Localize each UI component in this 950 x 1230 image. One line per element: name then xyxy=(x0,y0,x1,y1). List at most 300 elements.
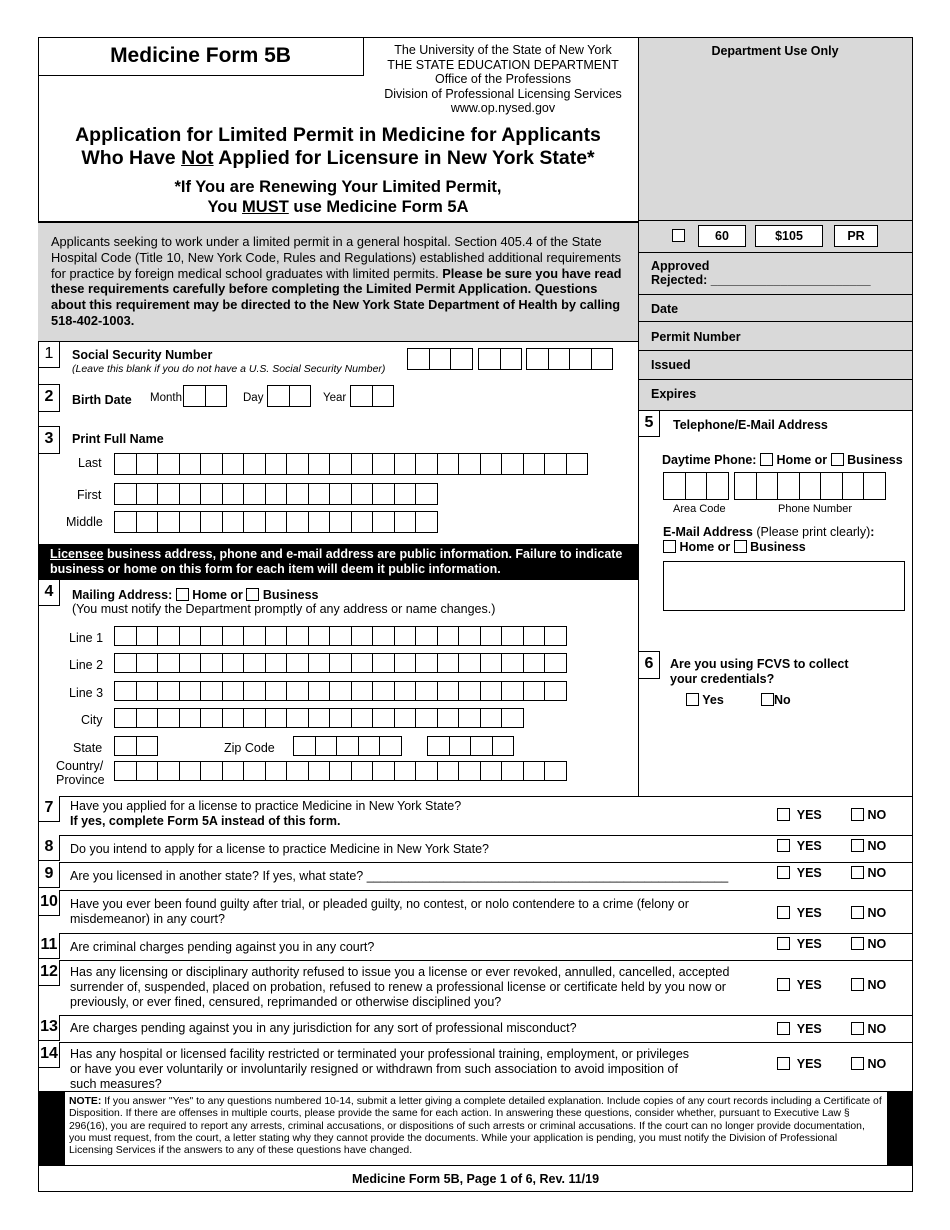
q10-no-label: NO xyxy=(867,906,887,920)
char-box[interactable] xyxy=(243,653,266,673)
email-business-checkbox[interactable] xyxy=(734,540,747,553)
char-box[interactable] xyxy=(243,626,266,646)
email-note: (Please print clearly) xyxy=(752,525,871,539)
q14-no-option xyxy=(851,1057,886,1071)
q12-no-option xyxy=(851,978,886,992)
char-box[interactable] xyxy=(308,511,331,533)
note-box xyxy=(38,1091,913,1165)
q11-yes-option xyxy=(777,937,822,951)
char-box[interactable] xyxy=(114,511,137,533)
intro-box xyxy=(38,221,638,342)
char-box[interactable] xyxy=(351,511,374,533)
q8-text: Do you intend to apply for a license to practice Medicine in New York State? xyxy=(70,842,489,856)
q6-yes-checkbox[interactable] xyxy=(686,693,699,706)
char-box[interactable] xyxy=(329,761,352,781)
daytime-label: Daytime Phone: xyxy=(662,453,757,467)
char-box[interactable] xyxy=(114,626,137,646)
line1-label: Line 1 xyxy=(69,631,104,645)
char-box[interactable] xyxy=(523,626,546,646)
address-line1-boxes[interactable] xyxy=(114,626,566,646)
char-box[interactable] xyxy=(222,761,245,781)
char-box[interactable] xyxy=(243,483,266,505)
char-box[interactable] xyxy=(286,653,309,673)
char-box[interactable] xyxy=(243,511,266,533)
char-box[interactable] xyxy=(437,626,460,646)
rejected-label: Rejected: _______________________ xyxy=(651,273,871,287)
char-box[interactable] xyxy=(480,626,503,646)
char-box[interactable] xyxy=(372,708,395,728)
zip-boxes-2[interactable] xyxy=(427,736,513,756)
month-boxes[interactable] xyxy=(183,385,226,407)
char-box[interactable] xyxy=(114,681,137,701)
q11-number: 11 xyxy=(38,933,60,959)
q7-line: Have you applied for a license to practice Medicine in New York State? xyxy=(70,799,462,813)
title-part: Who Have xyxy=(81,147,182,169)
note-content xyxy=(65,1092,887,1166)
renew-line-1: *If You are Renewing Your Limited Permit, xyxy=(174,178,502,196)
q10-number: 10 xyxy=(38,890,60,916)
q9-no-option xyxy=(851,866,886,880)
char-box[interactable] xyxy=(437,708,460,728)
char-box[interactable] xyxy=(372,653,395,673)
mailing-business-label: Business xyxy=(262,588,319,602)
q13-no-label: NO xyxy=(867,1022,887,1036)
char-box[interactable] xyxy=(372,626,395,646)
first-label: First xyxy=(77,488,102,502)
char-box[interactable] xyxy=(458,681,481,701)
note-label: NOTE: xyxy=(69,1096,102,1107)
agency-line: Office of the Professions xyxy=(435,72,571,87)
char-box[interactable] xyxy=(394,511,417,533)
char-box[interactable] xyxy=(329,511,352,533)
char-box[interactable] xyxy=(480,708,503,728)
char-box[interactable] xyxy=(523,681,546,701)
q11-no-option xyxy=(851,937,886,951)
state-boxes[interactable] xyxy=(114,736,157,756)
q13-text: Are charges pending against you in any jurisdiction for any sort of professional misconduct? xyxy=(70,1021,577,1035)
char-box[interactable] xyxy=(179,483,202,505)
char-box[interactable] xyxy=(372,453,395,475)
char-box[interactable] xyxy=(222,708,245,728)
email-colon: : xyxy=(870,525,875,539)
q6-question xyxy=(670,657,849,687)
char-box[interactable] xyxy=(544,626,567,646)
q13-number: 13 xyxy=(38,1015,60,1041)
char-box[interactable] xyxy=(265,511,288,533)
q9-yes-option xyxy=(777,866,822,880)
q10-yes-checkbox[interactable] xyxy=(777,906,790,919)
char-box[interactable] xyxy=(200,708,223,728)
form-title-box xyxy=(38,37,364,76)
char-box[interactable] xyxy=(136,681,159,701)
char-box[interactable] xyxy=(286,511,309,533)
public-info-notice xyxy=(38,544,638,580)
q6-no-label: No xyxy=(774,693,791,707)
last-name-boxes[interactable] xyxy=(114,453,587,475)
question-divider xyxy=(38,796,913,797)
q6-yes-option xyxy=(686,693,724,707)
email-input-box[interactable] xyxy=(663,561,905,611)
char-box[interactable] xyxy=(200,653,223,673)
char-box[interactable] xyxy=(157,761,180,781)
char-box[interactable] xyxy=(394,626,417,646)
q9-yes-checkbox[interactable] xyxy=(777,866,790,879)
char-box[interactable] xyxy=(501,761,524,781)
char-box[interactable] xyxy=(286,626,309,646)
char-box[interactable] xyxy=(157,511,180,533)
char-box[interactable] xyxy=(265,708,288,728)
char-box[interactable] xyxy=(265,761,288,781)
day-label: Day xyxy=(243,392,264,404)
char-box[interactable] xyxy=(265,453,288,475)
char-box[interactable] xyxy=(222,653,245,673)
char-box[interactable] xyxy=(136,626,159,646)
char-box[interactable] xyxy=(179,653,202,673)
char-box[interactable] xyxy=(114,483,137,505)
divider xyxy=(638,350,913,351)
char-box[interactable] xyxy=(372,483,395,505)
char-box[interactable] xyxy=(437,453,460,475)
char-box[interactable] xyxy=(200,511,223,533)
char-box[interactable] xyxy=(501,626,524,646)
q13-yes-checkbox[interactable] xyxy=(777,1022,790,1035)
char-box[interactable] xyxy=(308,653,331,673)
email-label: E-Mail Address xyxy=(663,525,753,539)
zip-label: Zip Code xyxy=(224,741,275,755)
char-box[interactable] xyxy=(114,761,137,781)
char-box[interactable] xyxy=(437,761,460,781)
char-box[interactable] xyxy=(501,453,524,475)
char-box[interactable] xyxy=(351,653,374,673)
question-divider xyxy=(38,1015,913,1016)
char-box[interactable] xyxy=(179,626,202,646)
year-boxes[interactable] xyxy=(350,385,393,407)
char-box[interactable] xyxy=(308,761,331,781)
char-box[interactable] xyxy=(286,681,309,701)
char-box[interactable] xyxy=(458,626,481,646)
char-box[interactable] xyxy=(394,453,417,475)
notice-underlined: Licensee xyxy=(50,547,104,561)
char-box[interactable] xyxy=(157,708,180,728)
q11-yes-checkbox[interactable] xyxy=(777,937,790,950)
char-box[interactable] xyxy=(480,681,503,701)
area-code-label: Area Code xyxy=(673,503,726,515)
q8-no-checkbox[interactable] xyxy=(851,839,864,852)
q12-no-label: NO xyxy=(867,978,887,992)
char-box[interactable] xyxy=(480,761,503,781)
q7-text xyxy=(70,799,461,829)
char-box[interactable] xyxy=(501,653,524,673)
char-box[interactable] xyxy=(351,483,374,505)
notice-text: business address, phone and e-mail address are public information. Failure to indicate business or home on this form for each item will deem it public information. xyxy=(50,547,623,576)
q3-label: Print Full Name xyxy=(72,432,164,446)
char-box[interactable] xyxy=(372,681,395,701)
char-box[interactable] xyxy=(458,761,481,781)
char-box[interactable] xyxy=(394,681,417,701)
q7-yes-checkbox[interactable] xyxy=(777,808,790,821)
q7-yes-option xyxy=(777,808,822,822)
char-box[interactable] xyxy=(458,653,481,673)
fee-checkbox[interactable] xyxy=(672,229,685,242)
char-box[interactable] xyxy=(222,511,245,533)
q13-no-option xyxy=(851,1022,886,1036)
column-divider xyxy=(638,410,639,797)
q12-text: Has any licensing or disciplinary authority refused to issue you a license or ever revoked, annulled, cancelled, accepted surrender of, suspended, placed on probation, refused to renew a professional license or certificate held by you now or previously, or ever fined, censured, reprimanded or otherwise disciplined you? xyxy=(70,965,730,1009)
q14-yes-option xyxy=(777,1057,822,1071)
char-box[interactable] xyxy=(265,653,288,673)
char-box[interactable] xyxy=(523,653,546,673)
form-title: Medicine Form 5B xyxy=(110,44,291,67)
q12-number: 12 xyxy=(38,960,60,986)
char-box[interactable] xyxy=(243,681,266,701)
city-label: City xyxy=(81,713,103,727)
q11-no-checkbox[interactable] xyxy=(851,937,864,950)
phone-home-checkbox[interactable] xyxy=(760,453,773,466)
char-box[interactable] xyxy=(308,708,331,728)
q14-no-checkbox[interactable] xyxy=(851,1057,864,1070)
char-box[interactable] xyxy=(480,453,503,475)
char-box[interactable] xyxy=(415,626,438,646)
char-box[interactable] xyxy=(523,761,546,781)
fee-row xyxy=(638,222,913,252)
date-label: Date xyxy=(651,302,679,316)
title-part-underlined: Not xyxy=(181,147,214,169)
char-box[interactable] xyxy=(286,708,309,728)
char-box[interactable] xyxy=(114,453,137,475)
char-box[interactable] xyxy=(157,483,180,505)
email-home-checkbox[interactable] xyxy=(663,540,676,553)
intro-bold-text: Please be sure you have read these requirements carefully before completing the Limited Permit Application. Questions about this requirement may be directed to the New York State Department of Health by calling 518-402-1003. xyxy=(51,265,622,328)
q12-yes-option xyxy=(777,978,822,992)
fee-pr: PR xyxy=(834,225,878,247)
char-box[interactable] xyxy=(415,511,438,533)
char-box[interactable] xyxy=(415,483,438,505)
q8-number: 8 xyxy=(38,835,60,861)
char-box[interactable] xyxy=(200,761,223,781)
char-box[interactable] xyxy=(136,653,159,673)
char-box[interactable] xyxy=(179,708,202,728)
char-box[interactable] xyxy=(179,761,202,781)
renew-part: You xyxy=(207,198,243,216)
char-box[interactable] xyxy=(179,511,202,533)
char-box[interactable] xyxy=(179,681,202,701)
char-box[interactable] xyxy=(136,761,159,781)
char-box[interactable] xyxy=(157,653,180,673)
mailing-business-checkbox[interactable] xyxy=(246,588,259,601)
char-box[interactable] xyxy=(114,708,137,728)
char-box[interactable] xyxy=(329,453,352,475)
phone-number-label: Phone Number xyxy=(778,503,852,515)
fee-amount: $105 xyxy=(755,225,823,247)
char-box[interactable] xyxy=(394,761,417,781)
char-box[interactable] xyxy=(136,453,159,475)
q11-yes-label: YES xyxy=(796,937,822,951)
day-boxes[interactable] xyxy=(267,385,310,407)
q9-text: Are you licensed in another state? If yes, what state? ____________________________________________________ xyxy=(70,869,729,883)
char-box[interactable] xyxy=(351,761,374,781)
q9-number: 9 xyxy=(38,862,60,888)
q8-no-option xyxy=(851,839,886,853)
question-divider xyxy=(38,835,913,836)
char-box[interactable] xyxy=(222,626,245,646)
ssn-boxes-3[interactable] xyxy=(526,348,612,370)
country-label xyxy=(56,759,105,787)
q9-no-label: NO xyxy=(867,866,887,880)
char-box[interactable] xyxy=(243,453,266,475)
char-box[interactable] xyxy=(437,653,460,673)
phone-business-checkbox[interactable] xyxy=(831,453,844,466)
state-label: State xyxy=(73,741,103,755)
char-box[interactable] xyxy=(394,708,417,728)
char-box[interactable] xyxy=(265,626,288,646)
char-box[interactable] xyxy=(372,511,395,533)
char-box[interactable] xyxy=(329,708,352,728)
country-boxes[interactable] xyxy=(114,761,566,781)
char-box[interactable] xyxy=(544,653,567,673)
char-box[interactable] xyxy=(351,626,374,646)
char-box[interactable] xyxy=(265,681,288,701)
phone-home-label: Home or xyxy=(776,453,828,467)
char-box[interactable] xyxy=(286,483,309,505)
char-box[interactable] xyxy=(351,453,374,475)
char-box[interactable] xyxy=(480,653,503,673)
q12-yes-checkbox[interactable] xyxy=(777,978,790,991)
char-box[interactable] xyxy=(243,708,266,728)
agency-block xyxy=(368,43,638,116)
char-box[interactable] xyxy=(329,483,352,505)
char-box[interactable] xyxy=(415,453,438,475)
char-box[interactable] xyxy=(415,653,438,673)
area-code-boxes[interactable] xyxy=(663,472,728,500)
email-type-row xyxy=(663,540,806,554)
divider xyxy=(638,220,913,221)
address-line2-boxes[interactable] xyxy=(114,653,566,673)
char-box[interactable] xyxy=(415,681,438,701)
q1-label: Social Security Number xyxy=(72,348,213,362)
char-box[interactable] xyxy=(286,453,309,475)
char-box[interactable] xyxy=(437,681,460,701)
char-box[interactable] xyxy=(179,453,202,475)
char-box[interactable] xyxy=(501,708,524,728)
char-box[interactable] xyxy=(394,483,417,505)
q3-number: 3 xyxy=(38,426,60,454)
char-box[interactable] xyxy=(157,681,180,701)
last-label: Last xyxy=(78,456,102,470)
q9-no-checkbox[interactable] xyxy=(851,866,864,879)
phone-number-boxes[interactable] xyxy=(734,472,885,500)
q4-label xyxy=(72,588,318,602)
char-box[interactable] xyxy=(523,453,546,475)
note-text: If you answer "Yes" to any questions numbered 10-14, submit a letter giving a complete detailed explanation. Include copies of any court records including a Certificate of Disposition. If there are offenses in multiple courts, please provide the same for each action. In answering these questions, consider whether, pursuant to Executive Law § 296(16), you are required to report any arrests, criminal accusations, or dispositions of such arrests or criminal accusations. If the court can no longer provide documentation, you must request, from the court, a letter stating why they cannot provide the documents. While your application is pending, you must notify the Division of Professional Licensing Services if the answers to any of these questions have changed. xyxy=(69,1096,882,1157)
first-name-boxes[interactable] xyxy=(114,483,437,505)
char-box[interactable] xyxy=(222,483,245,505)
daytime-phone-row xyxy=(662,453,903,467)
char-box[interactable] xyxy=(308,681,331,701)
char-box[interactable] xyxy=(157,453,180,475)
ssn-boxes-1[interactable] xyxy=(407,348,472,370)
q6-number: 6 xyxy=(638,651,660,679)
char-box[interactable] xyxy=(544,761,567,781)
char-box[interactable] xyxy=(200,626,223,646)
char-box[interactable] xyxy=(200,453,223,475)
char-box[interactable] xyxy=(329,653,352,673)
agency-link[interactable]: www.op.nysed.gov xyxy=(450,101,556,116)
q6-no-option xyxy=(761,693,791,707)
char-box[interactable] xyxy=(222,681,245,701)
ssn-boxes-2[interactable] xyxy=(478,348,521,370)
q5-number: 5 xyxy=(638,411,660,437)
char-box[interactable] xyxy=(458,453,481,475)
char-box[interactable] xyxy=(372,761,395,781)
q7-no-label: NO xyxy=(867,808,887,822)
q12-no-checkbox[interactable] xyxy=(851,978,864,991)
q14-yes-checkbox[interactable] xyxy=(777,1057,790,1070)
divider xyxy=(638,379,913,380)
char-box[interactable] xyxy=(157,626,180,646)
char-box[interactable] xyxy=(286,761,309,781)
char-box[interactable] xyxy=(265,483,288,505)
q7-bold-line: If yes, complete Form 5A instead of this form. xyxy=(70,814,341,828)
char-box[interactable] xyxy=(136,708,159,728)
char-box[interactable] xyxy=(200,483,223,505)
char-box[interactable] xyxy=(114,653,137,673)
q2-label: Birth Date xyxy=(72,393,132,407)
address-line3-boxes[interactable] xyxy=(114,681,566,701)
q8-yes-checkbox[interactable] xyxy=(777,839,790,852)
q13-no-checkbox[interactable] xyxy=(851,1022,864,1035)
char-box[interactable] xyxy=(222,453,245,475)
char-box[interactable] xyxy=(458,708,481,728)
agency-line: Division of Professional Licensing Services xyxy=(384,86,622,101)
char-box[interactable] xyxy=(415,761,438,781)
divider xyxy=(638,294,913,295)
char-box[interactable] xyxy=(308,453,331,475)
q14-yes-label: YES xyxy=(796,1057,822,1071)
q10-no-checkbox[interactable] xyxy=(851,906,864,919)
char-box[interactable] xyxy=(243,761,266,781)
zip-boxes-1[interactable] xyxy=(293,736,401,756)
renew-line-2 xyxy=(40,197,636,217)
title-part: Applied for Licensure in New York State* xyxy=(213,147,595,169)
char-box[interactable] xyxy=(329,681,352,701)
char-box[interactable] xyxy=(415,708,438,728)
char-box[interactable] xyxy=(200,681,223,701)
char-box[interactable] xyxy=(351,681,374,701)
middle-name-boxes[interactable] xyxy=(114,511,437,533)
q4-note: (You must notify the Department promptly of any address or name changes.) xyxy=(72,602,496,616)
char-box[interactable] xyxy=(501,681,524,701)
char-box[interactable] xyxy=(308,626,331,646)
char-box[interactable] xyxy=(544,681,567,701)
char-box[interactable] xyxy=(566,453,589,475)
divider xyxy=(638,321,913,322)
mailing-home-checkbox[interactable] xyxy=(176,588,189,601)
char-box[interactable] xyxy=(136,511,159,533)
char-box[interactable] xyxy=(308,483,331,505)
q6-no-checkbox[interactable] xyxy=(761,693,774,706)
phone-business-label: Business xyxy=(847,453,903,467)
char-box[interactable] xyxy=(136,483,159,505)
q7-no-checkbox[interactable] xyxy=(851,808,864,821)
footer-divider xyxy=(38,1165,913,1166)
country-label-2: Province xyxy=(56,773,105,787)
city-boxes[interactable] xyxy=(114,708,523,728)
divider xyxy=(638,410,913,411)
char-box[interactable] xyxy=(544,453,567,475)
char-box[interactable] xyxy=(329,626,352,646)
char-box[interactable] xyxy=(394,653,417,673)
char-box[interactable] xyxy=(351,708,374,728)
